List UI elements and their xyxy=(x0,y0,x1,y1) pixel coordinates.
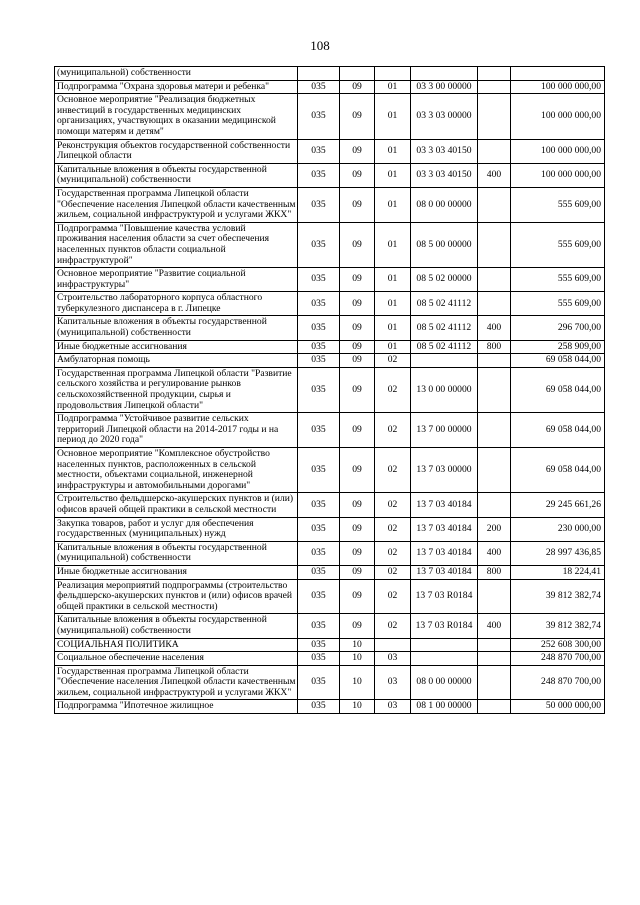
row-amount-cell: 69 058 044,00 xyxy=(511,367,605,412)
row-expense-type-cell xyxy=(478,139,511,163)
row-name-cell: Иные бюджетные ассигнования xyxy=(55,340,298,354)
row-expense-type-cell xyxy=(478,80,511,94)
row-name-cell: Реконструкция объектов государственной собственности Липецкой области xyxy=(55,139,298,163)
row-name-cell: (муниципальной) собственности xyxy=(55,67,298,81)
table-row xyxy=(55,316,605,340)
row-name-cell: СОЦИАЛЬНАЯ ПОЛИТИКА xyxy=(55,638,298,652)
row-name-cell: Капитальные вложения в объекты государственной (муниципальной) собственности xyxy=(55,614,298,638)
row-ministry-cell: 035 xyxy=(298,268,340,292)
row-section-cell: 09 xyxy=(340,565,375,579)
row-subsection-cell: 01 xyxy=(375,163,411,187)
row-name-cell: Подпрограмма "Устойчивое развитие сельских территорий Липецкой области на 2014-2017 годы и на период до 2020 года" xyxy=(55,413,298,448)
row-expense-type-cell xyxy=(478,700,511,714)
row-name-cell: Государственная программа Липецкой области "Обеспечение населения Липецкой области качественным жильем, социальной инфраструктурой и услугами ЖКХ" xyxy=(55,187,298,222)
row-amount-cell: 69 058 044,00 xyxy=(511,413,605,448)
row-section-cell: 09 xyxy=(340,340,375,354)
row-ministry-cell: 035 xyxy=(298,292,340,316)
row-target-article-cell: 13 7 03 40184 xyxy=(411,541,478,565)
row-name-cell: Подпрограмма "Ипотечное жилищное xyxy=(55,700,298,714)
row-ministry-cell: 035 xyxy=(298,163,340,187)
row-expense-type-cell: 200 xyxy=(478,517,511,541)
row-amount-cell: 39 812 382,74 xyxy=(511,579,605,614)
row-subsection-cell: 01 xyxy=(375,187,411,222)
row-subsection-cell: 02 xyxy=(375,579,411,614)
table-row xyxy=(55,367,605,412)
table-row xyxy=(55,700,605,714)
row-amount-cell xyxy=(511,67,605,81)
row-ministry-cell: 035 xyxy=(298,565,340,579)
row-subsection-cell: 01 xyxy=(375,80,411,94)
table-row xyxy=(55,80,605,94)
table-row xyxy=(55,517,605,541)
row-expense-type-cell xyxy=(478,448,511,493)
row-subsection-cell: 02 xyxy=(375,614,411,638)
row-subsection-cell: 03 xyxy=(375,665,411,700)
row-ministry-cell: 035 xyxy=(298,187,340,222)
row-section-cell: 10 xyxy=(340,638,375,652)
table-row xyxy=(55,163,605,187)
row-target-article-cell: 13 7 00 00000 xyxy=(411,413,478,448)
row-subsection-cell: 01 xyxy=(375,316,411,340)
row-amount-cell: 296 700,00 xyxy=(511,316,605,340)
row-subsection-cell: 01 xyxy=(375,139,411,163)
row-subsection-cell: 02 xyxy=(375,565,411,579)
row-target-article-cell: 03 3 00 00000 xyxy=(411,80,478,94)
row-amount-cell: 252 608 300,00 xyxy=(511,638,605,652)
row-subsection-cell xyxy=(375,638,411,652)
row-ministry-cell: 035 xyxy=(298,700,340,714)
budget-table-body xyxy=(55,67,605,714)
row-expense-type-cell xyxy=(478,652,511,666)
row-section-cell: 09 xyxy=(340,80,375,94)
row-section-cell: 09 xyxy=(340,94,375,139)
row-target-article-cell xyxy=(411,67,478,81)
row-expense-type-cell xyxy=(478,268,511,292)
table-row xyxy=(55,665,605,700)
row-target-article-cell: 08 1 00 00000 xyxy=(411,700,478,714)
row-target-article-cell: 13 7 03 40184 xyxy=(411,493,478,517)
row-expense-type-cell xyxy=(478,187,511,222)
row-ministry-cell: 035 xyxy=(298,517,340,541)
row-name-cell: Капитальные вложения в объекты государственной (муниципальной) собственности xyxy=(55,541,298,565)
row-subsection-cell xyxy=(375,67,411,81)
row-expense-type-cell xyxy=(478,354,511,368)
row-target-article-cell: 13 7 03 00000 xyxy=(411,448,478,493)
row-name-cell: Основное мероприятие "Реализация бюджетных инвестиций в государственных медицинских организациях, участвующих в оказании медицинской помощи матерям и детям" xyxy=(55,94,298,139)
row-target-article-cell: 08 5 02 41112 xyxy=(411,316,478,340)
table-row xyxy=(55,94,605,139)
row-amount-cell: 39 812 382,74 xyxy=(511,614,605,638)
row-subsection-cell: 01 xyxy=(375,268,411,292)
row-amount-cell: 100 000 000,00 xyxy=(511,163,605,187)
row-expense-type-cell: 400 xyxy=(478,541,511,565)
budget-table xyxy=(54,66,605,714)
row-target-article-cell: 08 0 00 00000 xyxy=(411,187,478,222)
row-ministry-cell: 035 xyxy=(298,139,340,163)
row-expense-type-cell xyxy=(478,413,511,448)
table-row xyxy=(55,268,605,292)
row-amount-cell: 248 870 700,00 xyxy=(511,652,605,666)
row-subsection-cell: 01 xyxy=(375,222,411,267)
row-name-cell: Государственная программа Липецкой области "Развитие сельского хозяйства и регулирование рынков сельскохозяйственной продукции, сырья и продовольствия Липецкой области" xyxy=(55,367,298,412)
row-target-article-cell xyxy=(411,638,478,652)
row-subsection-cell: 03 xyxy=(375,700,411,714)
row-section-cell: 10 xyxy=(340,665,375,700)
row-subsection-cell: 03 xyxy=(375,652,411,666)
row-section-cell: 09 xyxy=(340,448,375,493)
row-section-cell: 09 xyxy=(340,187,375,222)
row-amount-cell: 100 000 000,00 xyxy=(511,94,605,139)
row-subsection-cell: 02 xyxy=(375,367,411,412)
table-row xyxy=(55,652,605,666)
row-name-cell: Строительство фельдшерско-акушерских пунктов и (или) офисов врачей общей практики в сельской местности xyxy=(55,493,298,517)
row-ministry-cell: 035 xyxy=(298,94,340,139)
row-expense-type-cell xyxy=(478,638,511,652)
row-expense-type-cell xyxy=(478,94,511,139)
table-row xyxy=(55,139,605,163)
row-target-article-cell: 08 5 00 00000 xyxy=(411,222,478,267)
row-target-article-cell: 13 7 03 40184 xyxy=(411,565,478,579)
row-subsection-cell: 02 xyxy=(375,517,411,541)
row-target-article-cell xyxy=(411,354,478,368)
row-ministry-cell: 035 xyxy=(298,367,340,412)
row-section-cell: 10 xyxy=(340,700,375,714)
row-ministry-cell: 035 xyxy=(298,665,340,700)
row-target-article-cell: 13 0 00 00000 xyxy=(411,367,478,412)
row-subsection-cell: 02 xyxy=(375,541,411,565)
row-amount-cell: 100 000 000,00 xyxy=(511,139,605,163)
table-row xyxy=(55,187,605,222)
page-number: 108 xyxy=(310,38,330,53)
row-amount-cell: 555 609,00 xyxy=(511,222,605,267)
row-name-cell: Иные бюджетные ассигнования xyxy=(55,565,298,579)
row-target-article-cell: 08 5 02 41112 xyxy=(411,292,478,316)
table-row xyxy=(55,493,605,517)
row-ministry-cell xyxy=(298,67,340,81)
row-ministry-cell: 035 xyxy=(298,493,340,517)
row-target-article-cell: 13 7 03 40184 xyxy=(411,517,478,541)
row-name-cell: Подпрограмма "Повышение качества условий проживания населения области за счет обеспечения населенных пунктов области социальной инфраструктурой" xyxy=(55,222,298,267)
row-expense-type-cell xyxy=(478,493,511,517)
table-row xyxy=(55,638,605,652)
row-section-cell: 09 xyxy=(340,222,375,267)
row-ministry-cell: 035 xyxy=(298,316,340,340)
row-section-cell: 09 xyxy=(340,316,375,340)
table-row xyxy=(55,67,605,81)
row-amount-cell: 248 870 700,00 xyxy=(511,665,605,700)
table-row xyxy=(55,614,605,638)
row-section-cell: 09 xyxy=(340,354,375,368)
table-row xyxy=(55,541,605,565)
row-name-cell: Основное мероприятие "Комплексное обустройство населенных пунктов, расположенных в сельской местности, объектами социальной, инженерной инфраструктуры и автомобильными дорогами" xyxy=(55,448,298,493)
row-amount-cell: 555 609,00 xyxy=(511,187,605,222)
table-row xyxy=(55,222,605,267)
row-section-cell: 09 xyxy=(340,292,375,316)
row-subsection-cell: 02 xyxy=(375,413,411,448)
row-section-cell: 09 xyxy=(340,493,375,517)
row-ministry-cell: 035 xyxy=(298,614,340,638)
row-target-article-cell: 08 0 00 00000 xyxy=(411,665,478,700)
row-ministry-cell: 035 xyxy=(298,579,340,614)
row-name-cell: Государственная программа Липецкой области "Обеспечение населения Липецкой области качественным жильем, социальной инфраструктурой и услугами ЖКХ" xyxy=(55,665,298,700)
row-amount-cell: 69 058 044,00 xyxy=(511,354,605,368)
row-name-cell: Капитальные вложения в объекты государственной (муниципальной) собственности xyxy=(55,163,298,187)
row-name-cell: Реализация мероприятий подпрограммы (строительство фельдшерско-акушерских пунктов и (или) офисов врачей общей практики в сельской местности) xyxy=(55,579,298,614)
row-subsection-cell: 01 xyxy=(375,340,411,354)
row-amount-cell: 69 058 044,00 xyxy=(511,448,605,493)
row-name-cell: Социальное обеспечение населения xyxy=(55,652,298,666)
row-target-article-cell: 03 3 03 40150 xyxy=(411,139,478,163)
row-expense-type-cell: 400 xyxy=(478,614,511,638)
table-row xyxy=(55,354,605,368)
row-expense-type-cell xyxy=(478,665,511,700)
row-name-cell: Строительство лабораторного корпуса областного туберкулезного диспансера в г. Липецке xyxy=(55,292,298,316)
row-subsection-cell: 02 xyxy=(375,448,411,493)
row-name-cell: Основное мероприятие "Развитие социальной инфраструктуры" xyxy=(55,268,298,292)
row-amount-cell: 230 000,00 xyxy=(511,517,605,541)
row-name-cell: Подпрограмма "Охрана здоровья матери и ребенка" xyxy=(55,80,298,94)
row-amount-cell: 258 909,00 xyxy=(511,340,605,354)
row-amount-cell: 555 609,00 xyxy=(511,268,605,292)
row-expense-type-cell xyxy=(478,367,511,412)
row-ministry-cell: 035 xyxy=(298,541,340,565)
row-target-article-cell: 13 7 03 R0184 xyxy=(411,579,478,614)
row-ministry-cell: 035 xyxy=(298,340,340,354)
row-section-cell: 09 xyxy=(340,367,375,412)
row-name-cell: Амбулаторная помощь xyxy=(55,354,298,368)
row-section-cell xyxy=(340,67,375,81)
row-expense-type-cell xyxy=(478,222,511,267)
row-expense-type-cell xyxy=(478,292,511,316)
row-ministry-cell: 035 xyxy=(298,80,340,94)
row-ministry-cell: 035 xyxy=(298,354,340,368)
row-section-cell: 09 xyxy=(340,139,375,163)
row-section-cell: 09 xyxy=(340,413,375,448)
row-expense-type-cell: 800 xyxy=(478,340,511,354)
row-section-cell: 09 xyxy=(340,268,375,292)
row-target-article-cell xyxy=(411,652,478,666)
row-amount-cell: 18 224,41 xyxy=(511,565,605,579)
row-amount-cell: 28 997 436,85 xyxy=(511,541,605,565)
table-row xyxy=(55,340,605,354)
row-amount-cell: 29 245 661,26 xyxy=(511,493,605,517)
row-name-cell: Капитальные вложения в объекты государственной (муниципальной) собственности xyxy=(55,316,298,340)
row-section-cell: 09 xyxy=(340,541,375,565)
row-ministry-cell: 035 xyxy=(298,413,340,448)
row-target-article-cell: 03 3 03 40150 xyxy=(411,163,478,187)
row-ministry-cell: 035 xyxy=(298,638,340,652)
row-name-cell: Закупка товаров, работ и услуг для обеспечения государственных (муниципальных) нужд xyxy=(55,517,298,541)
row-amount-cell: 50 000 000,00 xyxy=(511,700,605,714)
row-amount-cell: 555 609,00 xyxy=(511,292,605,316)
row-expense-type-cell: 400 xyxy=(478,163,511,187)
row-subsection-cell: 01 xyxy=(375,292,411,316)
table-row xyxy=(55,448,605,493)
row-expense-type-cell: 400 xyxy=(478,316,511,340)
table-row xyxy=(55,579,605,614)
table-row xyxy=(55,565,605,579)
row-ministry-cell: 035 xyxy=(298,652,340,666)
row-target-article-cell: 03 3 03 00000 xyxy=(411,94,478,139)
row-section-cell: 10 xyxy=(340,652,375,666)
row-subsection-cell: 01 xyxy=(375,94,411,139)
row-target-article-cell: 08 5 02 00000 xyxy=(411,268,478,292)
row-amount-cell: 100 000 000,00 xyxy=(511,80,605,94)
table-row xyxy=(55,413,605,448)
row-section-cell: 09 xyxy=(340,614,375,638)
row-target-article-cell: 13 7 03 R0184 xyxy=(411,614,478,638)
row-expense-type-cell: 800 xyxy=(478,565,511,579)
row-section-cell: 09 xyxy=(340,517,375,541)
row-ministry-cell: 035 xyxy=(298,448,340,493)
row-ministry-cell: 035 xyxy=(298,222,340,267)
table-row xyxy=(55,292,605,316)
row-subsection-cell: 02 xyxy=(375,354,411,368)
row-section-cell: 09 xyxy=(340,579,375,614)
row-expense-type-cell xyxy=(478,67,511,81)
row-expense-type-cell xyxy=(478,579,511,614)
row-section-cell: 09 xyxy=(340,163,375,187)
row-target-article-cell: 08 5 02 41112 xyxy=(411,340,478,354)
row-subsection-cell: 02 xyxy=(375,493,411,517)
